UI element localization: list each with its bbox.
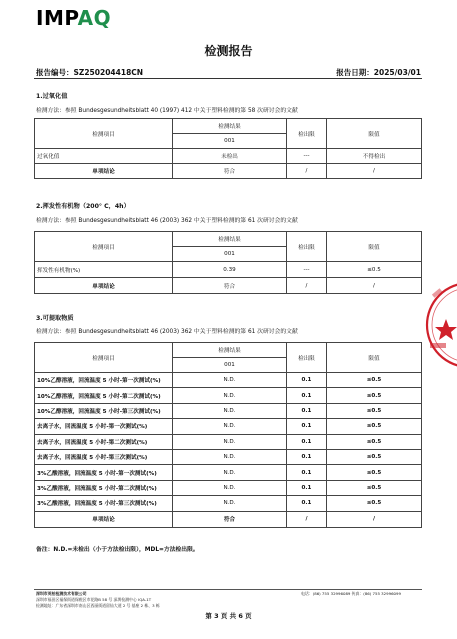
row-result: N.D. — [173, 403, 287, 418]
section1-title: 1.过氧化值 — [36, 93, 68, 100]
row-limit: ≤0.5 — [327, 403, 422, 418]
row-limit: ≤0.5 — [327, 419, 422, 434]
row-item: 10%乙醇溶液，回流温度 5 小时-第二次测试(%) — [35, 388, 173, 403]
conclusion-label: 单项结论 — [35, 278, 173, 294]
conclusion-result: 符合 — [173, 511, 287, 527]
footer-company: 深圳市英柏检测技术有限公司 — [36, 591, 87, 596]
row-limit: ≤0.5 — [327, 449, 422, 464]
row-item: 3%乙酸溶液，回流温度 5 小时-第二次测试(%) — [35, 480, 173, 495]
row-result: N.D. — [173, 480, 287, 495]
row-mdl: --- — [287, 149, 327, 164]
row-item: 3%乙酸溶液，回流温度 5 小时-第三次测试(%) — [35, 496, 173, 511]
section2-method: 检测方法：参照 Bundesgesundheitsblatt 46 (2003) 362 中关于塑料检测的第 61 次研讨会的文献 — [36, 218, 298, 224]
row-mdl: 0.1 — [287, 480, 327, 495]
row-item: 10%乙醇溶液，回流温度 5 小时-第三次测试(%) — [35, 403, 173, 418]
conclusion-label: 单项结论 — [35, 511, 173, 527]
row-result: 未检出 — [173, 149, 287, 164]
row-mdl: 0.1 — [287, 373, 327, 388]
row-item: 挥发性有机物(%) — [35, 262, 173, 278]
row-result: N.D. — [173, 434, 287, 449]
col-header-item: 检测项目 — [35, 343, 173, 373]
col-header-sample: 001 — [173, 134, 287, 149]
section3-table — [34, 342, 422, 528]
row-result: N.D. — [173, 419, 287, 434]
row-item: 过氧化值 — [35, 149, 173, 164]
page-title: 检测报告 — [204, 44, 253, 58]
row-item: 去离子水，回流温度 5 小时-第二次测试(%) — [35, 434, 173, 449]
row-limit: ≤0.5 — [327, 496, 422, 511]
row-mdl: 0.1 — [287, 449, 327, 464]
row-item: 10%乙醇溶液，回流温度 5 小时-第一次测试(%) — [35, 373, 173, 388]
report-date: 报告日期：2025/03/01 — [336, 68, 421, 77]
report-number: 报告编号：SZ250204418CN — [36, 68, 144, 77]
footer-contact: 电话：(86) 755 32996089 传真：(86) 755 32996099 — [301, 591, 401, 596]
row-result: N.D. — [173, 465, 287, 480]
col-header-mdl: 检出限 — [287, 119, 327, 149]
col-header-mdl: 检出限 — [287, 343, 327, 373]
row-mdl: 0.1 — [287, 419, 327, 434]
section2-table — [34, 231, 422, 294]
section3-title: 3.可提取物质 — [36, 315, 74, 322]
footer-address — [36, 591, 160, 608]
row-result: N.D. — [173, 388, 287, 403]
table-row — [35, 496, 422, 511]
col-header-limit: 限值 — [327, 119, 422, 149]
row-item: 3%乙酸溶液，回流温度 5 小时-第一次测试(%) — [35, 465, 173, 480]
table-row — [35, 419, 422, 434]
col-header-result: 检测结果 — [173, 232, 287, 247]
conclusion-mdl: / — [287, 278, 327, 294]
page-number: 第 3 页 共 6 页 — [205, 612, 252, 620]
row-mdl: 0.1 — [287, 496, 327, 511]
conclusion-result: 符合 — [173, 278, 287, 294]
table-row — [35, 434, 422, 449]
company-logo — [36, 6, 111, 30]
table-row — [35, 262, 422, 278]
row-mdl: 0.1 — [287, 434, 327, 449]
company-seal — [424, 275, 457, 385]
conclusion-mdl: / — [287, 164, 327, 179]
conclusion-limit: / — [327, 164, 422, 179]
table-row — [35, 149, 422, 164]
section2-title: 2.挥发性有机物（200° C，4h） — [36, 203, 130, 210]
header-divider — [34, 78, 422, 79]
row-mdl: 0.1 — [287, 388, 327, 403]
row-limit: ≤0.5 — [327, 480, 422, 495]
conclusion-limit: / — [327, 511, 422, 527]
logo-text: IMPAQ — [36, 6, 112, 30]
table-row — [35, 465, 422, 480]
col-header-limit: 限值 — [327, 232, 422, 262]
row-mdl: --- — [287, 262, 327, 278]
col-header-limit: 限值 — [327, 343, 422, 373]
section1-table — [34, 118, 422, 179]
conclusion-label: 单项结论 — [35, 164, 173, 179]
table-row — [35, 373, 422, 388]
conclusion-mdl: / — [287, 511, 327, 527]
conclusion-result: 符合 — [173, 164, 287, 179]
col-header-result: 检测结果 — [173, 343, 287, 358]
section1-method: 检测方法：参照 Bundesgesundheitsblatt 40 (1997) 412 中关于塑料检测的第 58 次研讨会的文献 — [36, 108, 298, 114]
table-row — [35, 480, 422, 495]
row-result: N.D. — [173, 449, 287, 464]
row-limit: ≤0.5 — [327, 388, 422, 403]
row-limit: 不得检出 — [327, 149, 422, 164]
col-header-result: 检测结果 — [173, 119, 287, 134]
col-header-item: 检测项目 — [35, 119, 173, 149]
row-item: 去离子水，回流温度 5 小时-第三次测试(%) — [35, 449, 173, 464]
col-header-sample: 001 — [173, 247, 287, 262]
footer-line2: 深圳市福田区福保街道保税区市花路B 58 号 深圳检测中心 IQA-1T — [36, 596, 152, 602]
row-result: 0.39 — [173, 262, 287, 278]
conclusion-row — [35, 511, 422, 527]
row-limit: ≤0.5 — [327, 373, 422, 388]
section3-method: 检测方法：参照 Bundesgesundheitsblatt 46 (2003) 362 中关于塑料检测的第 61 次研讨会的文献 — [36, 329, 298, 335]
table-row — [35, 388, 422, 403]
row-limit: ≤0.5 — [327, 465, 422, 480]
table-row — [35, 403, 422, 418]
row-result: N.D. — [173, 496, 287, 511]
footnote: 备注：N.D.=未检出（小于方法检出限），MDL=方法检出限。 — [36, 547, 199, 553]
row-mdl: 0.1 — [287, 403, 327, 418]
conclusion-limit: / — [327, 278, 422, 294]
table-row — [35, 449, 422, 464]
row-item: 去离子水，回流温度 5 小时-第一次测试(%) — [35, 419, 173, 434]
footer-divider — [34, 589, 422, 590]
col-header-item: 检测项目 — [35, 232, 173, 262]
row-mdl: 0.1 — [287, 465, 327, 480]
row-result: N.D. — [173, 373, 287, 388]
col-header-mdl: 检出限 — [287, 232, 327, 262]
conclusion-row — [35, 278, 422, 294]
row-limit: ≤0.5 — [327, 434, 422, 449]
conclusion-row — [35, 164, 422, 179]
footer-line3: 检测地址：广东省深圳市南山区西丽街道留仙大道 2 号 基座 2 栋、3 栋 — [36, 602, 160, 608]
col-header-sample: 001 — [173, 358, 287, 373]
row-limit: ≤0.5 — [327, 262, 422, 278]
